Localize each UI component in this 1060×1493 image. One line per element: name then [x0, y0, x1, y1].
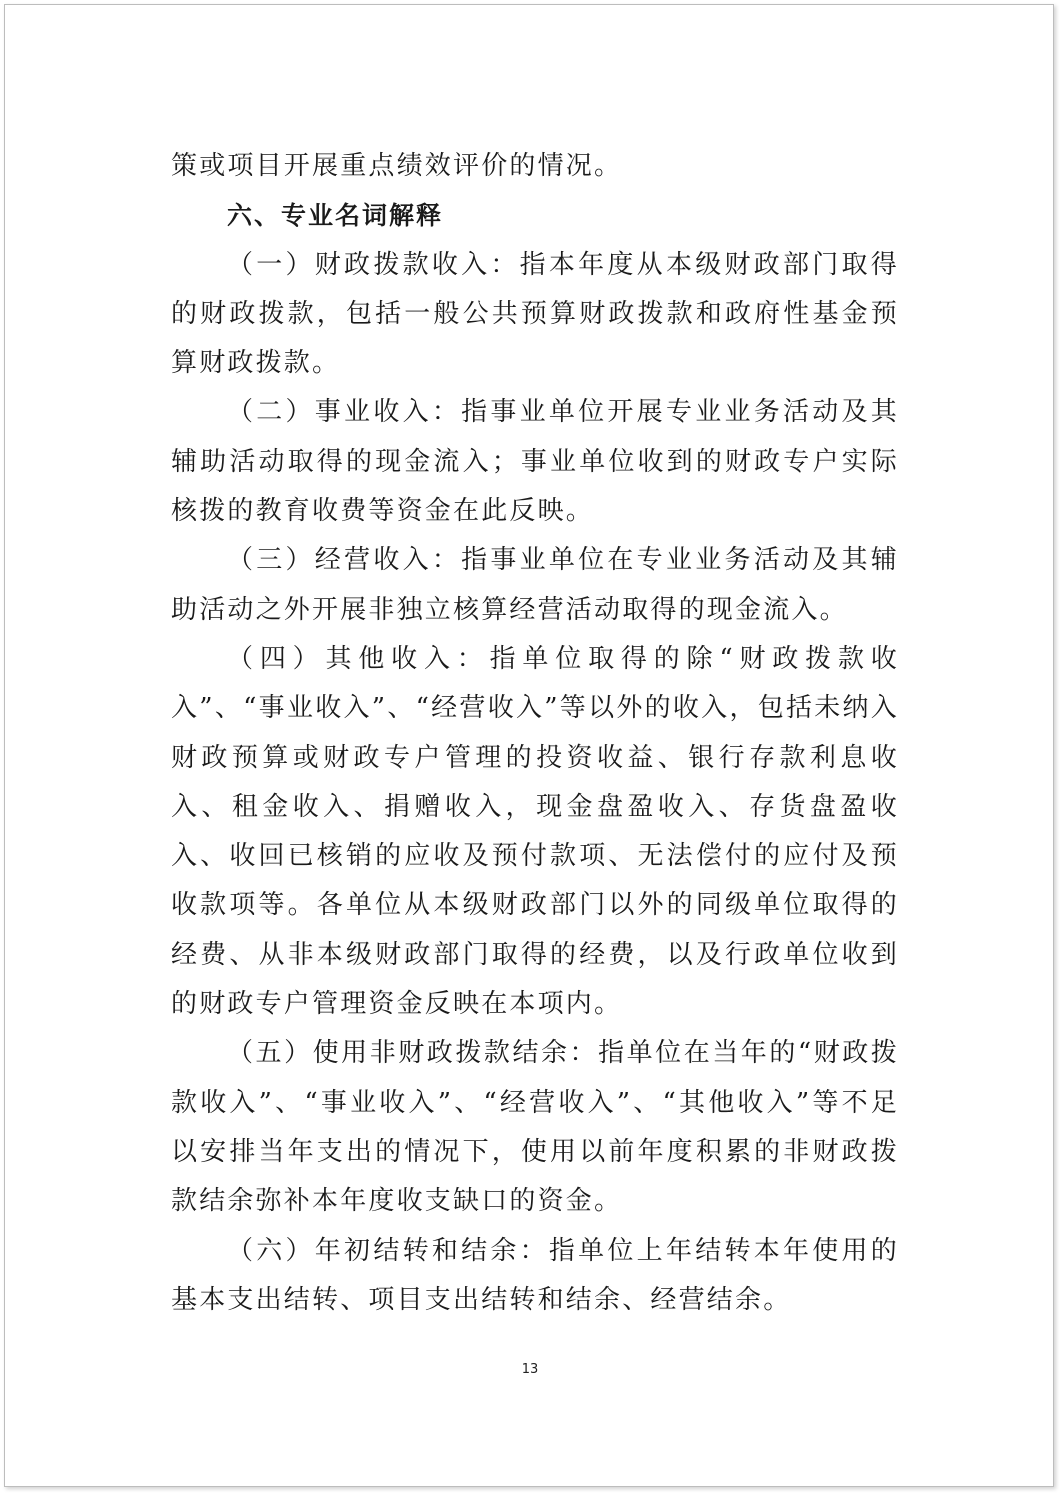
paragraph-carryover-and-balance: （六）年初结转和结余：指单位上年结转本年使用的基本支出结转、项目支出结转和结余、经营结余。	[171, 1235, 899, 1315]
paragraph-business-income: （二）事业收入：指事业单位开展专业业务活动及其辅助活动取得的现金流入；事业单位收到的财政专户实际核拨的教育收费等资金在此反映。	[171, 397, 899, 527]
intro-continuation: 策或项目开展重点绩效评价的情况。	[171, 151, 623, 181]
paragraph-fiscal-appropriation-income: （一）财政拨款收入：指本年度从本级财政部门取得的财政拨款，包括一般公共预算财政拨款和政府性基金预算财政拨款。	[171, 249, 899, 379]
paragraph-other-income: （四）其他收入：指单位取得的除“财政拨款收入”、“事业收入”、“经营收入”等以外的收入，包括未纳入财政预算或财政专户管理的投资收益、银行存款利息收入、租金收入、捐赠收入，现金盘盈收入、存货盘盈收入、收回已核销的应收及预付款项、无法偿付的应付及预收款项等。各单位从本级财政部门以外的同级单位取得的经费、从非本级财政部门取得的经费，以及行政单位收到的财政专户管理资金反映在本项内。	[171, 643, 899, 1020]
document-body	[171, 142, 899, 1325]
page-number: 13	[521, 1362, 539, 1377]
paragraph-operating-income: （三）经营收入：指事业单位在专业业务活动及其辅助活动之外开展非独立核算经营活动取得的现金流入。	[171, 545, 899, 625]
section-heading: 六、专业名词解释	[227, 201, 444, 231]
page	[4, 4, 1054, 1487]
paragraph-non-fiscal-balance-use: （五）使用非财政拨款结余：指单位在当年的“财政拨款收入”、“事业收入”、“经营收入”、“其他收入”等不足以安排当年支出的情况下，使用以前年度积累的非财政拨款结余弥补本年度收支缺口的资金。	[171, 1038, 899, 1217]
